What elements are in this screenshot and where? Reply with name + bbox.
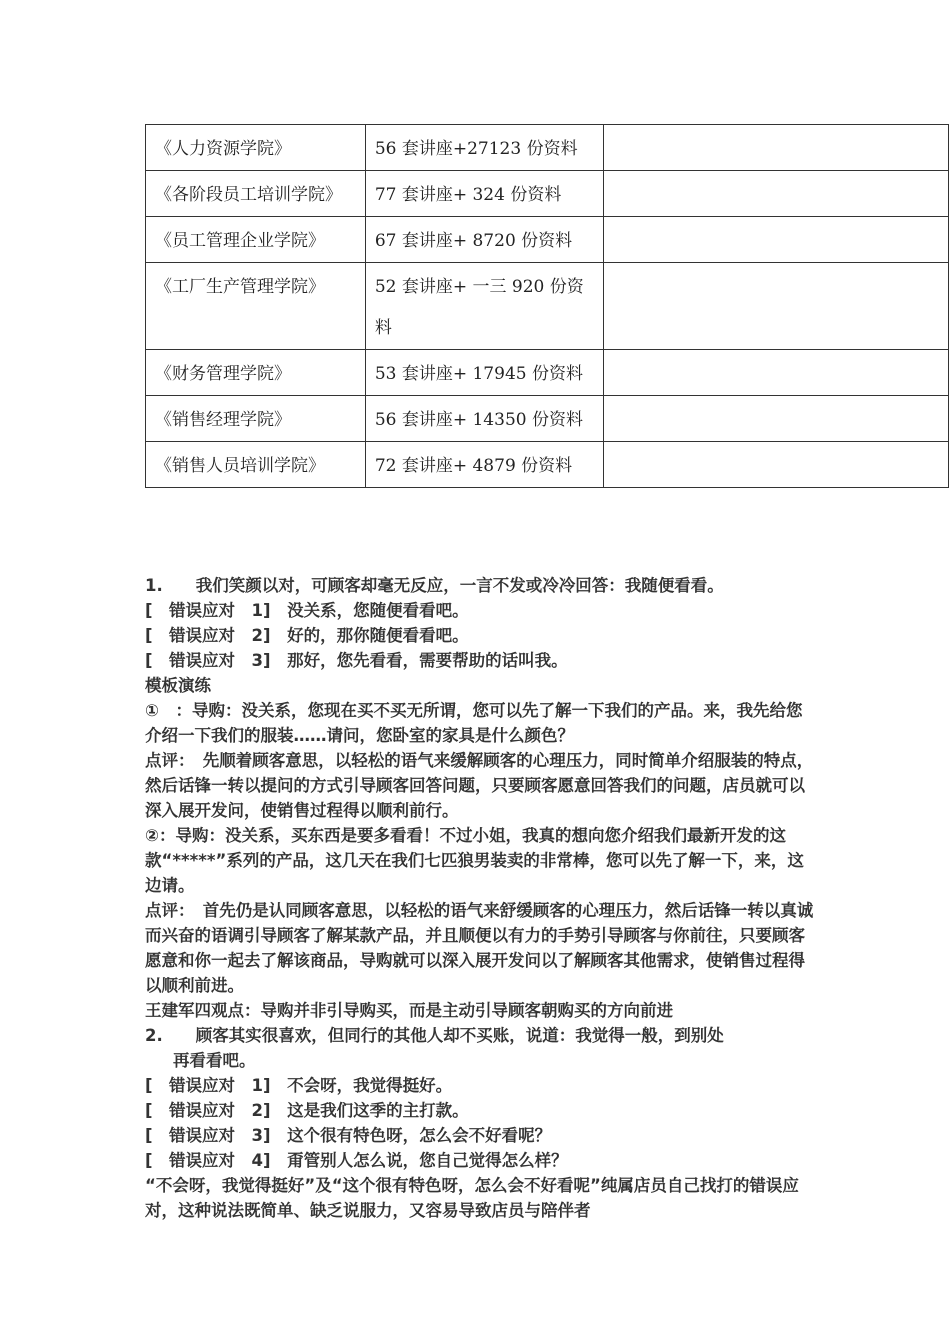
section-1-heading: 1. 我们笑颜以对，可顾客却毫无反应，一言不发或冷冷回答：我随便看看。 bbox=[145, 576, 724, 595]
table-row bbox=[146, 350, 949, 396]
section-2-analysis: “不会呀，我觉得挺好”及“这个很有特色呀，怎么会不好看呢”纯属店员自己找打的错误应对，这种说法既简单、缺乏说服力，又容易导致店员与陪伴者 bbox=[145, 1176, 799, 1220]
course-note bbox=[604, 396, 949, 442]
course-content: 56 套讲座+ 14350 份资料 bbox=[365, 396, 603, 442]
course-content: 77 套讲座+ 324 份资料 bbox=[365, 171, 603, 217]
course-name: 《各阶段员工培训学院》 bbox=[146, 171, 366, 217]
wrong-response-item: [ 错误应对 2] 好的，那你随便看看吧。 bbox=[145, 626, 469, 645]
wrong-response-item: [ 错误应对 3] 这个很有特色呀，怎么会不好看呢？ bbox=[145, 1126, 552, 1145]
course-note bbox=[604, 350, 949, 396]
course-name: 《销售人员培训学院》 bbox=[146, 442, 366, 488]
template-drill-title: 模板演练 bbox=[145, 676, 211, 695]
comment-1: 点评： 先顺着顾客意思，以轻松的语气来缓解顾客的心理压力，同时简单介绍服装的特点，然后话锋一转以提问的方式引导顾客回答问题，只要顾客愿意回答我们的问题，店员就可以深入展开发问，使销售过程得以顺利前行。 bbox=[145, 751, 814, 820]
course-note bbox=[604, 217, 949, 263]
author-viewpoint: 王建军四观点：导购并非引导购买，而是主动引导顾客朝购买的方向前进 bbox=[145, 1001, 673, 1020]
course-name: 《财务管理学院》 bbox=[146, 350, 366, 396]
table-row bbox=[146, 396, 949, 442]
course-table bbox=[145, 124, 949, 488]
comment-2: 点评： 首先仍是认同顾客意思，以轻松的语气来舒缓顾客的心理压力，然后话锋一转以真诚而兴奋的语调引导顾客了解某款产品，并且顺便以有力的手势引导顾客与你前往，只要顾客愿意和你一起去了解该商品，导购就可以深入展开发问以了解顾客其他需求，使销售过程得以顺利前进。 bbox=[145, 901, 814, 995]
course-name: 《员工管理企业学院》 bbox=[146, 217, 366, 263]
wrong-response-item: [ 错误应对 2] 这是我们这季的主打款。 bbox=[145, 1101, 469, 1120]
course-content: 53 套讲座+ 17945 份资料 bbox=[365, 350, 603, 396]
course-name: 《人力资源学院》 bbox=[146, 125, 366, 171]
course-note bbox=[604, 125, 949, 171]
course-name: 《工厂生产管理学院》 bbox=[146, 263, 366, 350]
article-body bbox=[145, 573, 815, 1223]
section-2-heading-continued: 再看看吧。 bbox=[173, 1051, 256, 1070]
wrong-response-item: [ 错误应对 4] 甭管别人怎么说，您自己觉得怎么样？ bbox=[145, 1151, 568, 1170]
table-row bbox=[146, 263, 949, 350]
course-name: 《销售经理学院》 bbox=[146, 396, 366, 442]
table-row bbox=[146, 125, 949, 171]
template-example-1: ① ：导购：没关系，您现在买不买无所谓，您可以先了解一下我们的产品。来，我先给您介绍一下我们的服装……请问，您卧室的家具是什么颜色？ bbox=[145, 701, 803, 745]
section-2-heading: 2. 顾客其实很喜欢，但同行的其他人却不买账，说道：我觉得一般，到别处 bbox=[145, 1026, 724, 1045]
table-row bbox=[146, 217, 949, 263]
template-example-2: ②：导购：没关系，买东西是要多看看！不过小姐，我真的想向您介绍我们最新开发的这款“*****”系列的产品，这几天在我们七匹狼男装卖的非常棒，您可以先了解一下，来，这边请。 bbox=[145, 826, 804, 895]
table-row bbox=[146, 442, 949, 488]
course-content: 67 套讲座+ 8720 份资料 bbox=[365, 217, 603, 263]
table-row bbox=[146, 171, 949, 217]
course-note bbox=[604, 442, 949, 488]
course-content: 52 套讲座+ 一三 920 份资料 bbox=[365, 263, 603, 350]
wrong-response-item: [ 错误应对 1] 不会呀，我觉得挺好。 bbox=[145, 1076, 453, 1095]
course-content: 72 套讲座+ 4879 份资料 bbox=[365, 442, 603, 488]
course-note bbox=[604, 263, 949, 350]
course-note bbox=[604, 171, 949, 217]
wrong-response-item: [ 错误应对 3] 那好，您先看看，需要帮助的话叫我。 bbox=[145, 651, 568, 670]
wrong-response-item: [ 错误应对 1] 没关系，您随便看看吧。 bbox=[145, 601, 469, 620]
course-content: 56 套讲座+27123 份资料 bbox=[365, 125, 603, 171]
